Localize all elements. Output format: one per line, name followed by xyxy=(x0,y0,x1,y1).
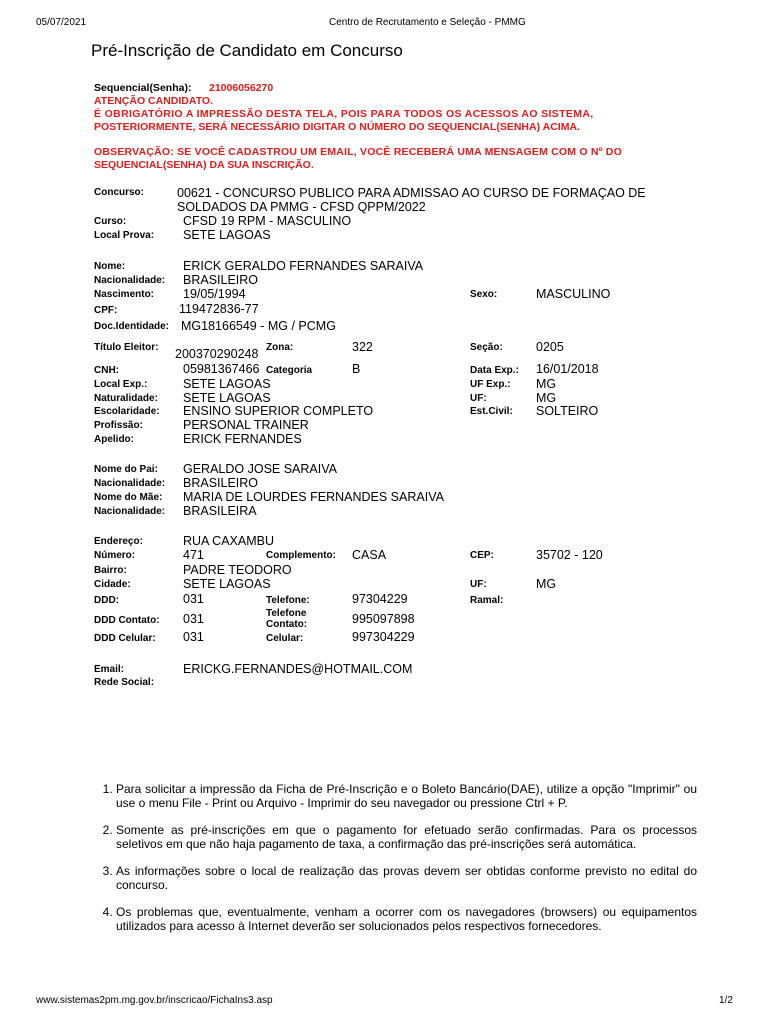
local-exp-value: SETE LAGOAS xyxy=(183,377,271,391)
naturalidade-label: Naturalidade: xyxy=(94,393,158,404)
telefone-contato-label-1: Telefone xyxy=(266,608,307,619)
instruction-item: 2. Somente as pré-inscrições em que o pagamento for efetuado serão confirmadas. Para os processos seletivos em que não haja pagamento de taxa, a confirmação das pré-inscrições será automática. xyxy=(116,823,697,851)
est-civil-label: Est.Civil: xyxy=(470,406,513,417)
attention-text: ATENÇÃO CANDIDATO. xyxy=(94,95,213,107)
uf-endereco-value: MG xyxy=(536,577,557,591)
ddd-celular-label: DDD Celular: xyxy=(94,633,156,644)
uf-exp-value: MG xyxy=(536,377,557,391)
curso-value: CFSD 19 RPM - MASCULINO xyxy=(183,214,352,228)
uf-endereco-label: UF: xyxy=(470,579,487,590)
email-label: Email: xyxy=(94,664,125,675)
telefone-contato-label-2: Contato: xyxy=(266,619,308,630)
nacionalidade-value: BRASILEIRO xyxy=(183,273,259,287)
cpf-label: CPF: xyxy=(94,305,118,316)
instructions-list xyxy=(100,782,697,946)
nome-pai-label: Nome do Pai: xyxy=(94,464,158,475)
concurso-label: Concurso: xyxy=(94,187,144,198)
rede-social-label: Rede Social: xyxy=(94,677,155,688)
bairro-label: Bairro: xyxy=(94,565,127,576)
instruction-item: 1. Para solicitar a impressão da Ficha de Pré-Inscrição e o Boleto Bancário(DAE), utilize a opção "Imprimir" ou use o menu File - Print ou Arquivo - Imprimir do seu navegador ou pressione Ctrl + P. xyxy=(116,782,697,810)
curso-label: Curso: xyxy=(94,216,127,227)
apelido-label: Apelido: xyxy=(94,434,134,445)
celular-label: Celular: xyxy=(266,633,304,644)
ramal-label: Ramal: xyxy=(470,595,504,606)
nome-mae-value: MARIA DE LOURDES FERNANDES SARAIVA xyxy=(183,490,444,504)
nome-label: Nome: xyxy=(94,261,126,272)
zona-value: 322 xyxy=(352,340,373,354)
seq-value: 21006056270 xyxy=(209,82,274,94)
complemento-label: Complemento: xyxy=(266,550,336,561)
telefone-contato-value: 995097898 xyxy=(352,612,415,626)
cpf-value: 119472836-77 xyxy=(179,302,259,316)
local-prova-value: SETE LAGOAS xyxy=(183,228,271,242)
telefone-label: Telefone: xyxy=(266,595,310,606)
ddd-value: 031 xyxy=(183,592,204,606)
concurso-value-1: 00621 - CONCURSO PUBLICO PARA ADMISSAO AO CURSO DE FORMAÇAO DE xyxy=(177,186,646,200)
secao-label: Seção: xyxy=(470,342,503,353)
page-title: Pré-Inscrição de Candidato em Concurso xyxy=(91,41,403,60)
profissao-label: Profissão: xyxy=(94,420,143,431)
naturalidade-value: SETE LAGOAS xyxy=(183,391,271,405)
secao-value: 0205 xyxy=(536,340,564,354)
cnh-label: CNH: xyxy=(94,365,119,376)
endereco-label: Endereço: xyxy=(94,536,143,547)
page-url: www.sistemas2pm.mg.gov.br/inscricao/FichaIns3.asp xyxy=(36,995,273,1006)
sexo-value: MASCULINO xyxy=(536,287,611,301)
numero-value: 471 xyxy=(183,548,204,562)
nascimento-value: 19/05/1994 xyxy=(183,287,246,301)
email-value: ERICKG.FERNANDES@HOTMAIL.COM xyxy=(183,662,413,676)
numero-label: Número: xyxy=(94,550,136,561)
profissao-value: PERSONAL TRAINER xyxy=(183,418,309,432)
ddd-contato-value: 031 xyxy=(183,612,204,626)
warning-line-2: POSTERIORMENTE, SERÁ NECESSÁRIO DIGITAR O NÚMERO DO SEQUENCIAL(SENHA) ACIMA. xyxy=(94,121,580,133)
instruction-item: 4. Os problemas que, eventualmente, venham a ocorrer com os navegadores (browsers) ou equipamentos utilizados para acesso à Internet deverão ser solucionados pelos respectivos fornecedores. xyxy=(116,905,697,933)
ddd-celular-value: 031 xyxy=(183,630,204,644)
telefone-value: 97304229 xyxy=(352,592,408,606)
cidade-value: SETE LAGOAS xyxy=(183,577,271,591)
print-header-title: Centro de Recrutamento e Seleção - PMMG xyxy=(329,17,526,28)
cnh-value: 05981367466 xyxy=(183,362,260,376)
concurso-value-2: SOLDADOS DA PMMG - CFSD QPPM/2022 xyxy=(177,200,426,214)
nacionalidade-mae-label: Nacionalidade: xyxy=(94,506,166,517)
escolaridade-value: ENSINO SUPERIOR COMPLETO xyxy=(183,404,374,418)
nacionalidade-label: Nacionalidade: xyxy=(94,275,166,286)
cep-label: CEP: xyxy=(470,550,494,561)
titulo-eleitor-label: Título Eleitor: xyxy=(94,342,159,353)
observation-line-1: OBSERVAÇÃO: SE VOCÊ CADASTROU UM EMAIL, VOCÊ RECEBERÁ UMA MENSAGEM COM O Nº DO xyxy=(94,146,622,158)
categoria-value: B xyxy=(352,362,361,376)
escolaridade-label: Escolaridade: xyxy=(94,406,160,417)
nacionalidade-mae-value: BRASILEIRA xyxy=(183,504,257,518)
uf-label: UF: xyxy=(470,393,487,404)
endereco-value: RUA CAXAMBU xyxy=(183,534,274,548)
bairro-value: PADRE TEODORO xyxy=(183,563,292,577)
zona-label: Zona: xyxy=(266,342,294,353)
categoria-label: Categoria xyxy=(266,365,313,376)
nascimento-label: Nascimento: xyxy=(94,289,155,300)
uf-exp-label: UF Exp.: xyxy=(470,379,511,390)
instruction-item: 3. As informações sobre o local de realização das provas devem ser obtidas conforme previsto no edital do concurso. xyxy=(116,864,697,892)
page-number: 1/2 xyxy=(719,995,733,1006)
nome-mae-label: Nome do Mãe: xyxy=(94,492,163,503)
ddd-contato-label: DDD Contato: xyxy=(94,615,160,626)
titulo-eleitor-value: 200370290248 xyxy=(175,347,259,361)
nacionalidade-pai-label: Nacionalidade: xyxy=(94,478,166,489)
nome-pai-value: GERALDO JOSE SARAIVA xyxy=(183,462,337,476)
apelido-value: ERICK FERNANDES xyxy=(183,432,302,446)
print-date: 05/07/2021 xyxy=(36,17,87,28)
nome-value: ERICK GERALDO FERNANDES SARAIVA xyxy=(183,259,424,273)
local-prova-label: Local Prova: xyxy=(94,230,155,241)
data-exp-label: Data Exp.: xyxy=(470,365,519,376)
observation-line-2: SEQUENCIAL(SENHA) DA SUA INSCRIÇÃO. xyxy=(94,159,314,171)
doc-identidade-value: MG18166549 - MG / PCMG xyxy=(181,319,336,333)
data-exp-value: 16/01/2018 xyxy=(536,362,599,376)
warning-line-1: É OBRIGATÓRIO A IMPRESSÃO DESTA TELA, POIS PARA TODOS OS ACESSOS AO SISTEMA, xyxy=(94,108,594,120)
complemento-value: CASA xyxy=(352,548,387,562)
seq-label: Sequencial(Senha): xyxy=(94,82,192,94)
ddd-label: DDD: xyxy=(94,595,119,606)
est-civil-value: SOLTEIRO xyxy=(536,404,599,418)
celular-value: 997304229 xyxy=(352,630,415,644)
local-exp-label: Local Exp.: xyxy=(94,379,148,390)
cidade-label: Cidade: xyxy=(94,579,131,590)
uf-value: MG xyxy=(536,391,557,405)
sexo-label: Sexo: xyxy=(470,289,498,300)
doc-identidade-label: Doc.Identidade: xyxy=(94,321,170,332)
cep-value: 35702 - 120 xyxy=(536,548,603,562)
nacionalidade-pai-value: BRASILEIRO xyxy=(183,476,259,490)
